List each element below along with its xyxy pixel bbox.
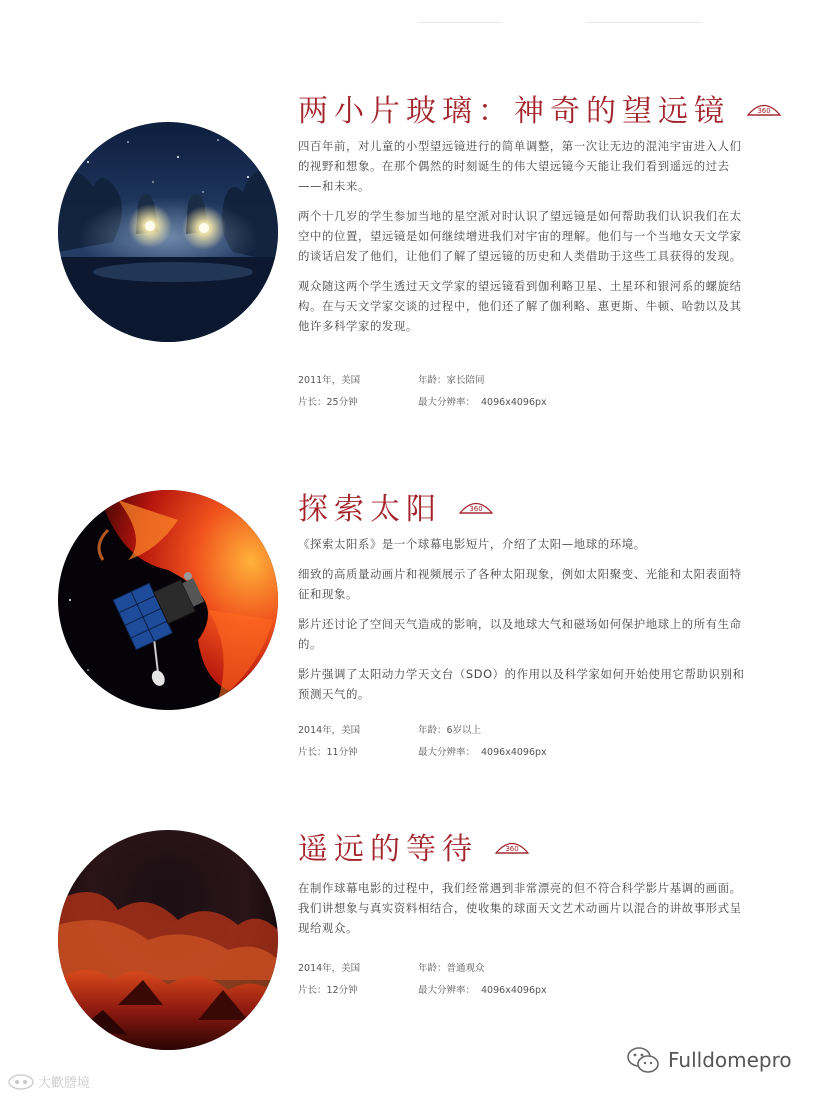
title-row <box>298 824 530 868</box>
svg-text:360: 360 <box>505 845 519 853</box>
film-length: 片长：25分钟 <box>298 397 358 408</box>
age-rating: 年龄：6岁以上 <box>418 725 482 736</box>
description-paragraph: 影片强调了太阳动力学天文台（SDO）的作用以及科学家如何开始使用它帮助识别和预测天气的。 <box>298 667 745 701</box>
film-description <box>298 878 748 948</box>
svg-text:360: 360 <box>757 107 771 115</box>
year-country: 2014年，美国 <box>298 963 361 974</box>
watermark-right-text: Fulldomepro <box>668 1048 792 1072</box>
description-paragraph: 影片还讨论了空间天气造成的影响，以及地球大气和磁场如何保护地球上的所有生命的。 <box>298 617 742 651</box>
film-description <box>298 534 748 714</box>
description-paragraph: 四百年前，对儿童的小型望远镜进行的简单调整，第一次让无边的混沌宇宙进入人们的视野和想象。在那个偶然的时刻诞生的伟大望远镜今天能让我们看到遥远的过去——和未来。 <box>298 139 742 193</box>
watermark-left-text: 大歡謄境 <box>38 1076 91 1091</box>
film-description <box>298 136 748 346</box>
description-paragraph: 《探索太阳系》是一个球幕电影短片，介绍了太阳—地球的环境。 <box>298 537 646 551</box>
max-resolution: 最大分辨率： 4096x4096px <box>418 397 547 408</box>
film-length: 片长：12分钟 <box>298 985 358 996</box>
film-length: 片长：11分钟 <box>298 747 358 758</box>
description-paragraph: 观众随这两个学生透过天文学家的望远镜看到伽利略卫星、土星环和银河系的螺旋结构。在与天文学家交谈的过程中，他们还了解了伽利略、惠更斯、牛顿、哈勃以及其他许多科学家的发现。 <box>298 279 742 333</box>
age-rating: 年龄：家长陪同 <box>418 375 485 386</box>
age-rating: 年龄：普通观众 <box>418 963 485 974</box>
wechat-icon <box>626 1046 660 1074</box>
title-row <box>298 86 782 130</box>
film-poster-sun <box>58 490 278 710</box>
film-entry-telescope <box>0 0 816 440</box>
360-badge-icon <box>494 836 530 856</box>
watermark-left <box>8 1072 90 1091</box>
watermark-right <box>626 1046 792 1074</box>
film-entry-sun <box>0 440 816 800</box>
film-title: 探索太阳 <box>298 492 442 527</box>
title-row <box>298 484 494 528</box>
360-badge-icon <box>746 98 782 118</box>
film-meta <box>298 368 628 412</box>
film-poster-waiting <box>58 830 278 1050</box>
film-meta <box>298 956 628 1000</box>
film-poster-telescope <box>58 122 278 342</box>
max-resolution: 最大分辨率： 4096x4096px <box>418 985 547 996</box>
film-entry-waiting <box>0 800 816 1040</box>
film-title: 两小片玻璃：神奇的望远镜 <box>298 94 730 129</box>
description-paragraph: 细致的高质量动画片和视频展示了各种太阳现象，例如太阳聚变、光能和太阳表面特征和现象。 <box>298 567 742 601</box>
360-badge-icon <box>458 496 494 516</box>
description-paragraph: 在制作球幕电影的过程中，我们经常遇到非常漂亮的但不符合科学影片基调的画面。我们讲想象与真实资料相结合，使收集的球面天文艺术动画片以混合的讲故事形式呈现给观众。 <box>298 881 742 935</box>
svg-text:360: 360 <box>469 505 483 513</box>
description-paragraph: 两个十几岁的学生参加当地的星空派对时认识了望远镜是如何帮助我们认识我们在太空中的位置，望远镜是如何继续增进我们对宇宙的理解。他们与一个当地女天文学家的谈话启发了他们，让他们了解了望远镜的历史和人类借助于这些工具获得的发现。 <box>298 209 742 263</box>
year-country: 2014年，美国 <box>298 725 361 736</box>
film-title: 遥远的等待 <box>298 832 478 867</box>
year-country: 2011年，美国 <box>298 375 361 386</box>
max-resolution: 最大分辨率： 4096x4096px <box>418 747 547 758</box>
watermark-logo-icon <box>8 1074 34 1090</box>
film-meta <box>298 718 628 762</box>
